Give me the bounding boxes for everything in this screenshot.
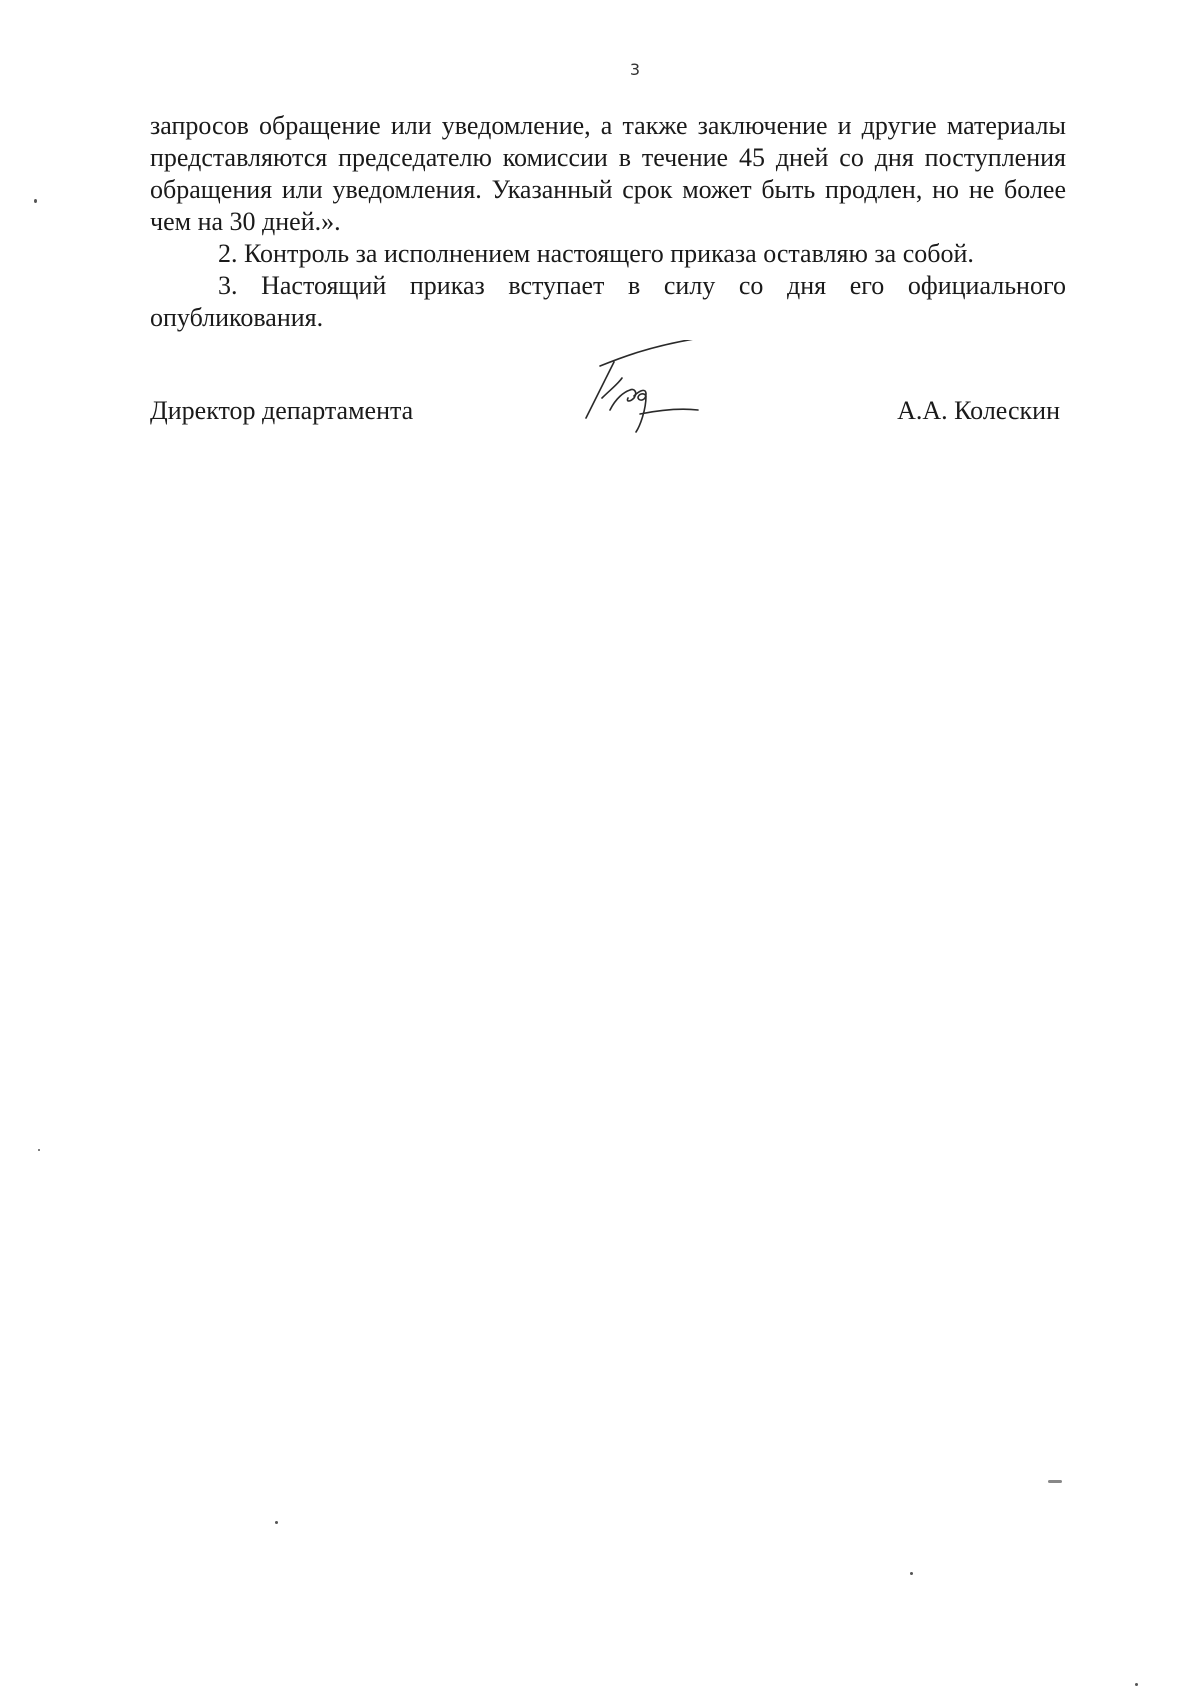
- scan-speck: [1048, 1480, 1062, 1483]
- signer-name: А.А. Колескин: [897, 396, 1060, 425]
- handwritten-signature-icon: [580, 340, 720, 450]
- scan-speck: [1135, 1683, 1138, 1686]
- scan-speck: [34, 199, 37, 203]
- scan-speck: [910, 1572, 913, 1575]
- page-number: 3: [629, 60, 641, 79]
- scan-speck: [38, 1149, 40, 1151]
- signer-position: Директор департамента: [150, 396, 414, 425]
- scan-speck: [275, 1521, 278, 1524]
- paragraph-item-2: 2. Контроль за исполнением настоящего приказа оставляю за собой.: [218, 239, 974, 268]
- paragraph-continuation: запросов обращение или уведомление, а также заключение и другие материалы представляются председателю комиссии в течение 45 дней со дня поступления обращения или уведомления. Указанный срок может быть продлен, но не более чем на 30 дней.».: [150, 111, 1066, 236]
- paragraph-item-3: 3. Настоящий приказ вступает в силу со дня его официального опубликования.: [150, 271, 1066, 332]
- document-body: [150, 110, 1066, 334]
